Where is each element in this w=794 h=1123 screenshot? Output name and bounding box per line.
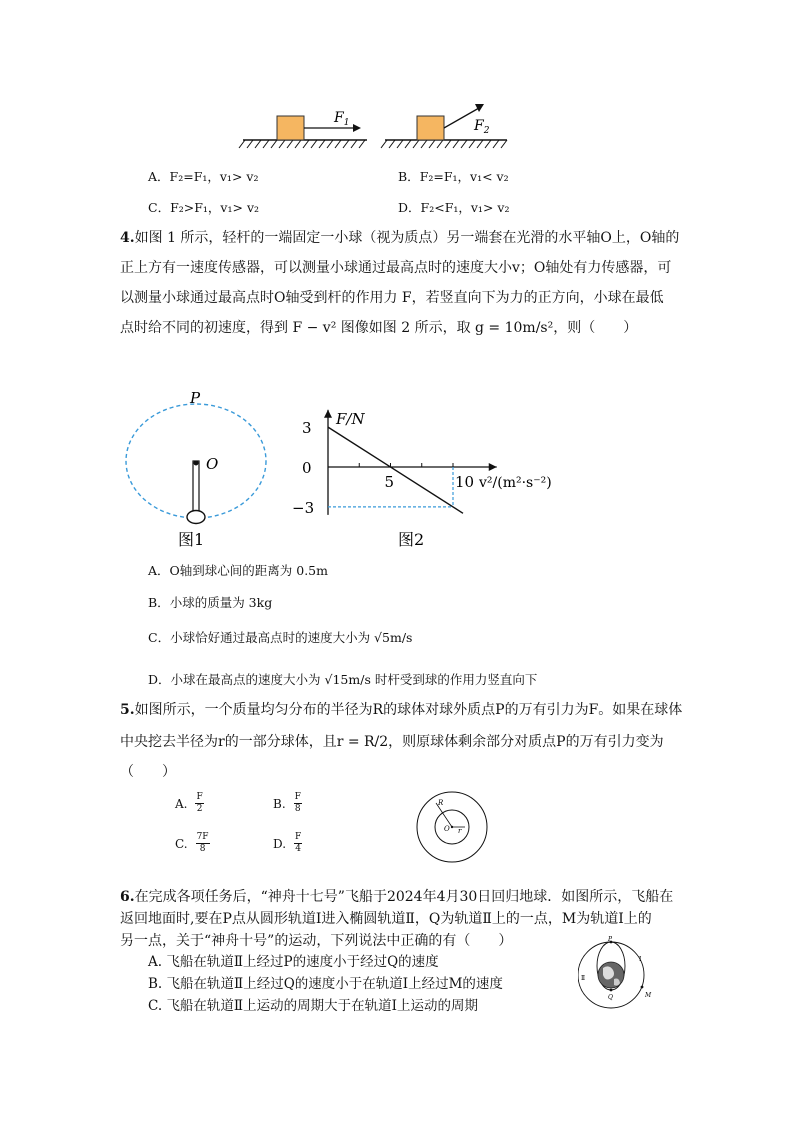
q6-option-a: A. 飞船在轨道Ⅱ上经过P的速度小于经过Q的速度 — [148, 954, 439, 970]
q4-option-c: C．小球恰好通过最高点时的速度大小为 √5m/s — [148, 630, 413, 645]
label-p: P — [190, 389, 201, 407]
force-f2-label: $F_2$ — [474, 118, 490, 136]
series-line-F — [328, 427, 463, 513]
y-axis-label: F/N — [336, 409, 365, 428]
q5-figure — [414, 789, 490, 865]
svg-text:Ⅱ: Ⅱ — [581, 975, 586, 982]
figure-2-caption: 图2 — [398, 530, 425, 549]
q5-option-c: C. 7F 8 — [175, 832, 209, 854]
x-axis-label: v²/(m²·s⁻²) — [479, 475, 552, 491]
ball — [187, 511, 205, 524]
q5-stem: 5.如图所示，一个质量均匀分布的半径为R的球体对球外质点P的万有引力为F。如果在球体 中央挖去半径为r的一部分球体，且r = R/2，则原球体剩余部分对质点P的万有引力变为 （ ） — [120, 702, 683, 780]
svg-text:M: M — [645, 992, 652, 999]
q6-option-b: B. 飞船在轨道Ⅱ上经过Q的速度小于在轨道Ⅰ上经过M的速度 — [148, 976, 503, 992]
svg-text:O: O — [444, 825, 450, 833]
q4-option-a: A．O轴到球心间的距离为 0.5m — [148, 563, 328, 578]
y-axis-arrow — [324, 410, 332, 418]
q4-stem: 4.如图 1 所示，轻杆的一端固定一小球（视为质点）另一端套在光滑的水平轴O上，O轴的 正上方有一速度传感器，可以测量小球通过最高点时的速度大小v；O轴处有力传感器，可 以测量小球通过最高点时O轴受到杆的作用力 F，若竖直向下为力的正方向，小球在最低 点时给不同的初速度，得到 F − v² 图像如图 2 所示，取 g = 10m/s²，则（ ） — [120, 230, 680, 336]
y-tick-label: 0 — [302, 459, 312, 477]
q4-figure-2-chart — [290, 395, 590, 555]
q6-option-c: C. 飞船在轨道Ⅱ上运动的周期大于在轨道Ⅰ上运动的周期 — [148, 998, 478, 1014]
svg-text:Ⅰ: Ⅰ — [639, 956, 642, 963]
x-tick-label: 5 — [384, 473, 395, 491]
q3-option-d: D．F₂<F₁，v₁> v₂ — [398, 200, 510, 215]
svg-text:P: P — [608, 936, 613, 943]
q4-option-d: D．小球在最高点的速度大小为 √15m/s 时杆受到球的作用力竖直向下 — [148, 672, 538, 687]
q5-option-b: B. F 8 — [273, 792, 301, 814]
q5-option-a: A. F 2 — [175, 792, 203, 814]
q6-orbit-figure — [578, 935, 658, 1015]
svg-text:r: r — [458, 827, 462, 835]
q3-option-b: B．F₂=F₁，v₁< v₂ — [398, 169, 509, 184]
block-2 — [417, 116, 444, 140]
force-f1-label: $F_1$ — [334, 110, 350, 128]
rod — [193, 461, 199, 513]
q3-figure — [235, 100, 515, 155]
figure-1-caption: 图1 — [178, 530, 205, 549]
svg-text:R: R — [438, 799, 444, 807]
q4-option-b: B．小球的质量为 3kg — [148, 595, 273, 610]
q3-option-a: A．F₂=F₁，v₁> v₂ — [148, 169, 259, 184]
label-o: O — [206, 455, 219, 473]
q3-option-c: C．F₂>F₁，v₁> v₂ — [148, 200, 260, 215]
q4-figure-1 — [120, 385, 280, 550]
q6-stem: 6.在完成各项任务后，“神舟十七号”飞船于2024年4月30日回归地球．如图所示，飞船在 返回地面时,要在P点从圆形轨道Ⅰ进入椭圆轨道Ⅱ，Q为轨道Ⅱ上的一点，M为轨道Ⅰ上的 另一点，关于“神舟十号”的运动，下列说法中正确的有（ ） — [120, 889, 674, 949]
q5-option-d: D. F 4 — [273, 832, 302, 854]
x-axis-arrow — [489, 463, 497, 471]
x-tick-label: 10 — [455, 473, 475, 491]
y-tick-label: 3 — [302, 419, 312, 438]
y-tick-label: −3 — [292, 498, 315, 517]
svg-text:Q: Q — [608, 994, 613, 1001]
block-1 — [277, 116, 304, 140]
